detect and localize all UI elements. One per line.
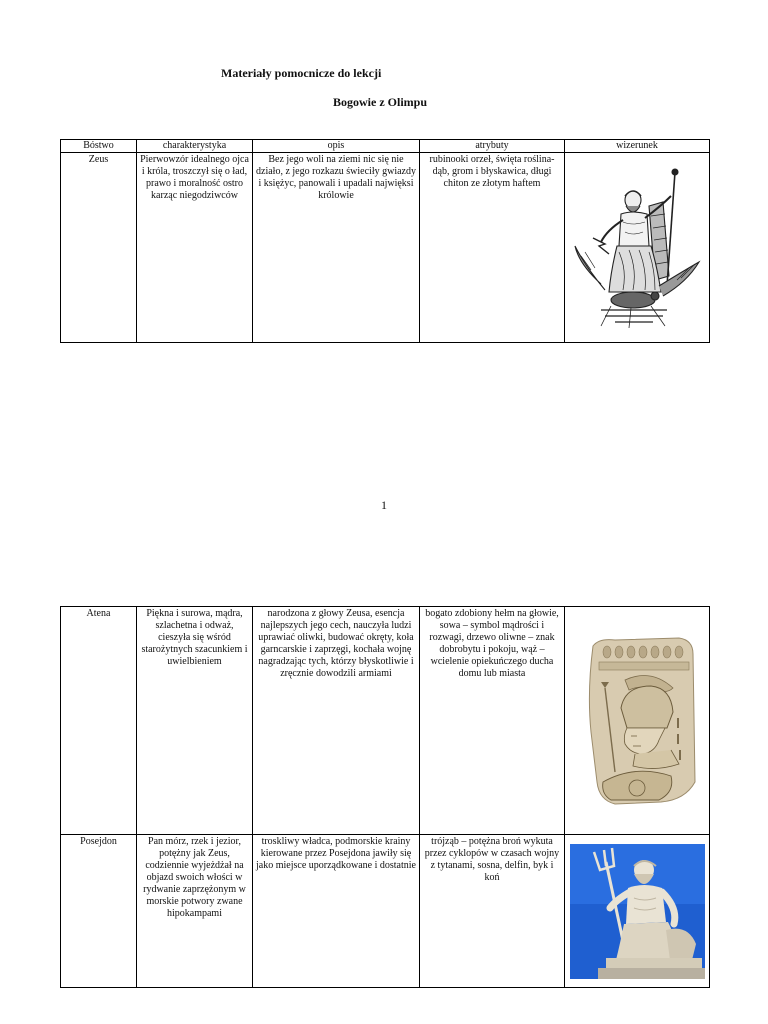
document-subtitle: Bogowie z Olimpu [333,95,428,109]
poseidon-statue-image [570,844,705,979]
god-charakterystyka: Piękna i surowa, mądra, szlachetna i odważ, cieszyła się wśród starożytnych szacunkiem i uwielbieniem [137,607,253,835]
god-wizerunek [565,835,710,988]
god-charakterystyka: Pierwowzór idealnego ojca i króla, troszczył się o ład, prawo i moralność ostro karząc niegodziwców [137,153,253,343]
god-name: Zeus [61,153,137,343]
god-name: Atena [61,607,137,835]
header-opis: opis [253,140,420,153]
god-opis: narodzona z głowy Zeusa, esencja najlepszych jego cech, nauczyła ludzi uprawiać oliwki, budować okręty, koła garncarskie i zaprzęgi, kochała wojnę nagradzając tych, którzy błyskotliwie i zręcznie dowodzili armiami [253,607,420,835]
god-opis: Bez jego woli na ziemi nic się nie działo, z jego rozkazu świeciły gwiazdy i księżyc, panowali i upadali najwięksi królowie [253,153,420,343]
god-atrybuty: rubinooki orzeł, święta roślina- dąb, grom i błyskawica, długi chiton ze złotym haftem [420,153,565,343]
gods-table-page-2 [60,606,710,988]
gods-table-page-1 [60,139,710,343]
page-number: 1 [381,498,387,512]
table-row [61,607,710,835]
header-atrybuty: atrybuty [420,140,565,153]
god-wizerunek [565,607,710,835]
athena-relief-image [575,632,699,810]
god-opis: troskliwy władca, podmorskie krainy kierowane przez Posejdona jawiły się jako miejsce uporządkowane i dostatnie [253,835,420,988]
god-name: Posejdon [61,835,137,988]
header-charakterystyka: charakterystyka [137,140,253,153]
god-charakterystyka: Pan mórz, rzek i jezior, potężny jak Zeus, codziennie wyjeżdżał na objazd swoich włości w rydwanie zaprzężonym w morskie potwory zwane hipokampami [137,835,253,988]
header-wizerunek: wizerunek [565,140,710,153]
table-header-row [61,140,710,153]
document-title: Materiały pomocnicze do lekcji [221,66,382,80]
god-wizerunek [565,153,710,343]
table-row [61,153,710,343]
god-atrybuty: bogato zdobiony hełm na głowie, sowa – symbol mądrości i rozwagi, drzewo oliwne – znak dobrobytu i pokoju, wąż – wcielenie opiekuńczego ducha domu lub miasta [420,607,565,835]
god-atrybuty: trójząb – potężna broń wykuta przez cyklopów w czasach wojny z tytanami, sosna, delfin, byk i koń [420,835,565,988]
zeus-engraving-image [571,166,703,330]
table-row [61,835,710,988]
header-bostwo: Bóstwo [61,140,137,153]
